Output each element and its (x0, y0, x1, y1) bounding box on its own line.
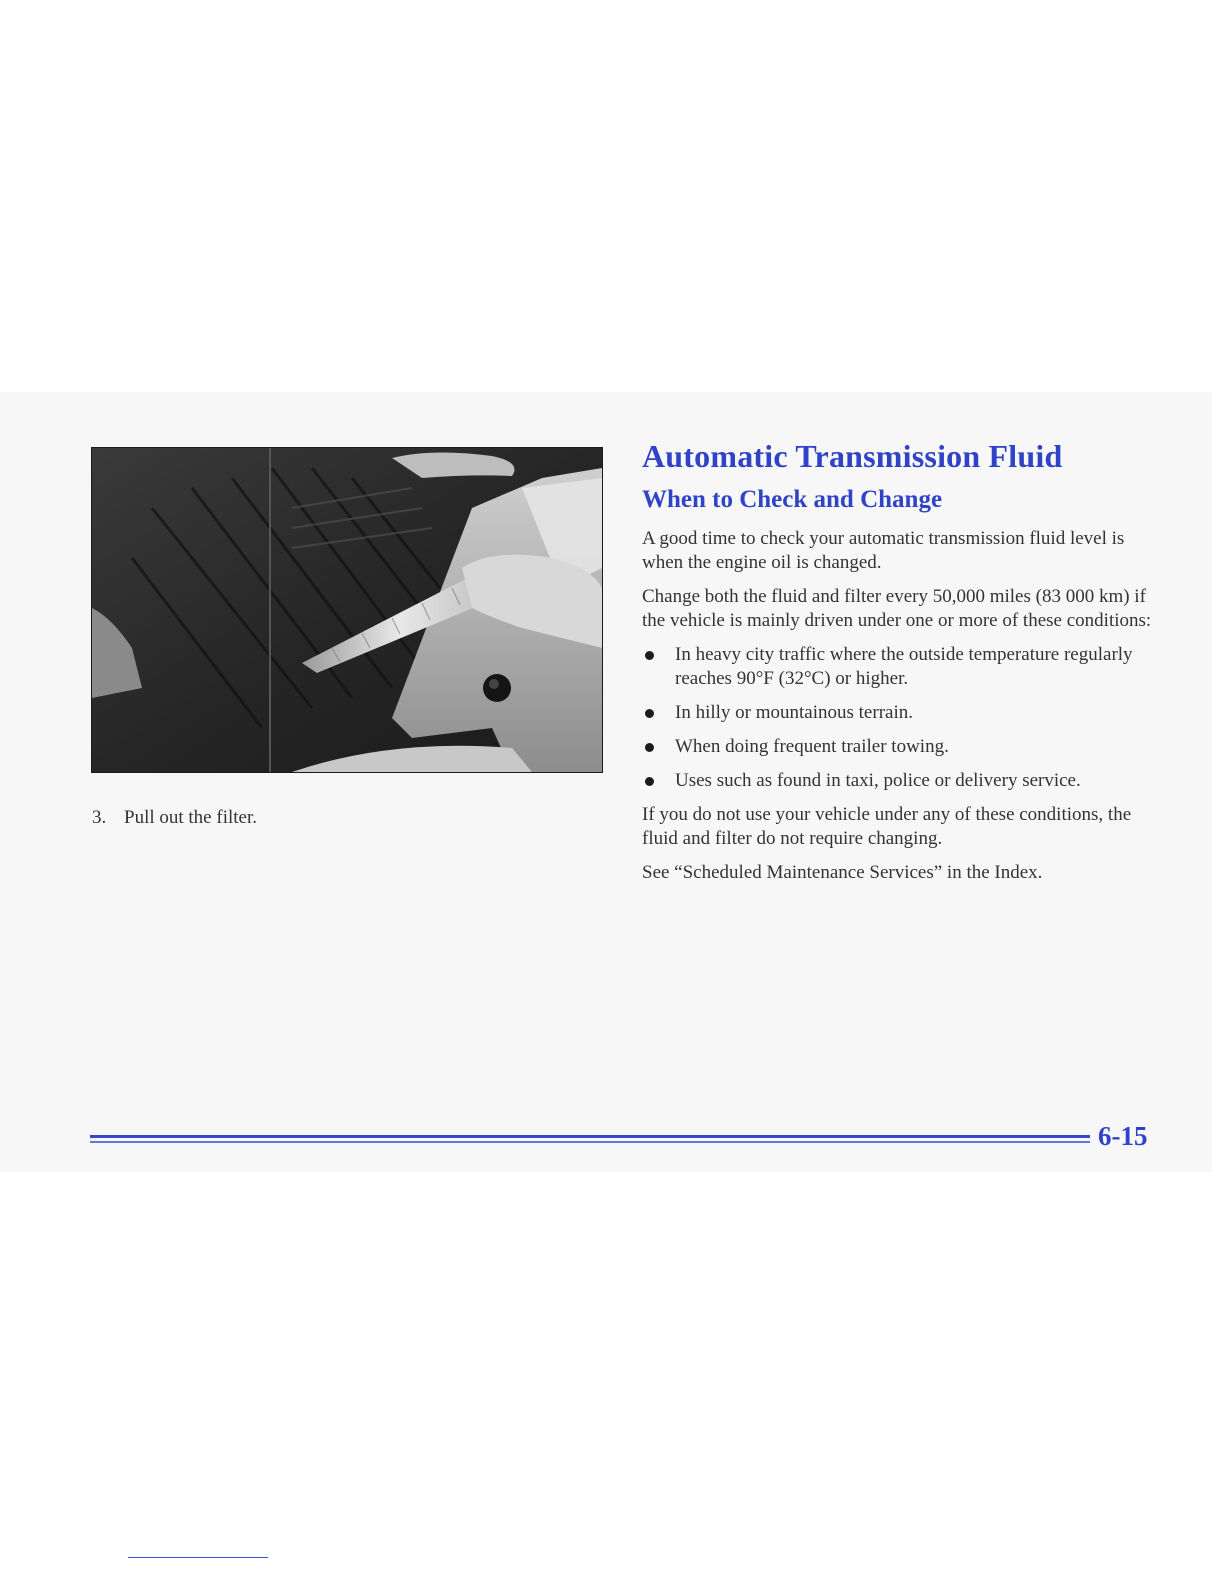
caption-step-number: 3. (92, 807, 107, 828)
conditions-list (642, 643, 1162, 793)
list-item (642, 735, 1162, 759)
paragraph-index-reference: See “Scheduled Maintenance Services” in the Index. (642, 862, 1043, 883)
bullet-icon (645, 777, 654, 786)
bullet-icon (645, 743, 654, 752)
paragraph-change-interval: Change both the fluid and filter every 50,000 miles (83 000 km) if the vehicle is mainly driven under one or more of these conditions: (642, 586, 1152, 631)
section-title: Automatic Transmission Fluid (642, 438, 1063, 474)
air-filter-removal-photo (92, 448, 602, 772)
list-item (642, 643, 1162, 691)
transmission-fluid-section (642, 436, 1162, 895)
list-item-text: Uses such as found in taxi, police or delivery service. (675, 770, 1081, 791)
list-item-text: In hilly or mountainous terrain. (675, 702, 913, 723)
list-item (642, 769, 1162, 793)
photo-caption (92, 806, 257, 830)
caption-text: Pull out the filter. (124, 807, 257, 828)
list-item (642, 701, 1162, 725)
list-item-text: When doing frequent trailer towing. (675, 736, 949, 757)
page-number: 6-15 (1098, 1121, 1148, 1151)
footer-rule-secondary (90, 1141, 1090, 1143)
bottom-link-underline (128, 1557, 268, 1558)
bullet-icon (645, 709, 654, 718)
photo-illustration (92, 448, 602, 772)
footer-rule (90, 1135, 1090, 1138)
paragraph-check-timing: A good time to check your automatic transmission fluid level is when the engine oil is changed. (642, 528, 1125, 573)
paragraph-no-change: If you do not use your vehicle under any of these conditions, the fluid and filter do not require changing. (642, 804, 1132, 849)
section-subtitle: When to Check and Change (642, 486, 943, 513)
bullet-icon (645, 651, 654, 660)
list-item-text: In heavy city traffic where the outside temperature regularly reaches 90°F (32°C) or higher. (675, 644, 1133, 689)
